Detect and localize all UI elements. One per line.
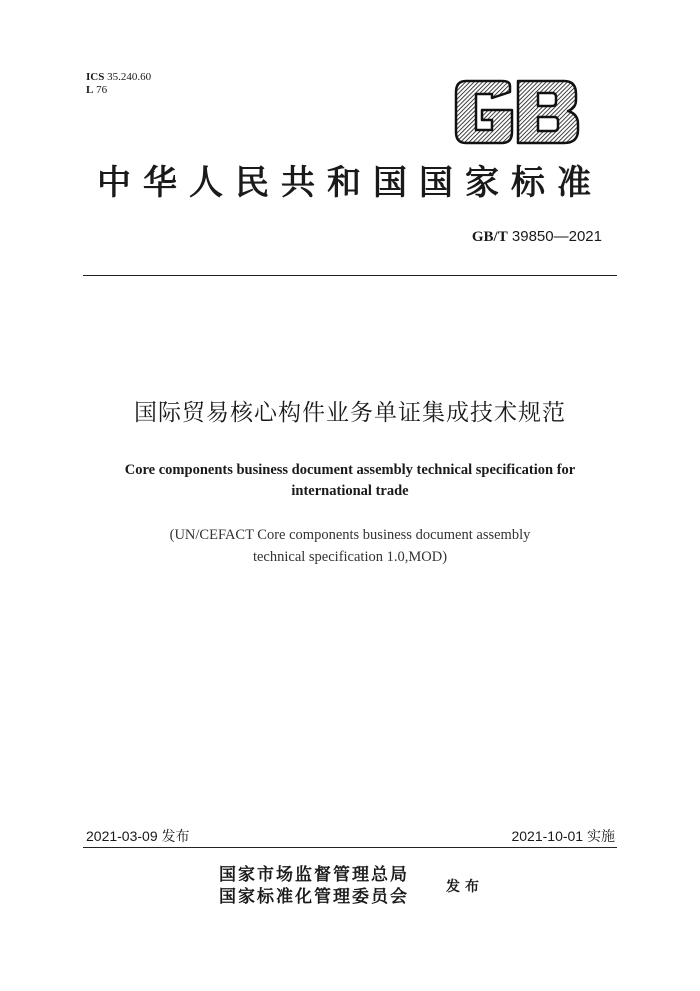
ics-code: 35.240.60 [107, 71, 152, 83]
ics-label: ICS [86, 71, 105, 83]
gb-logo [452, 78, 582, 146]
adoption-note-line1: (UN/CEFACT Core components business document assembly [169, 527, 531, 543]
title-en-line1: Core components business document assembly technical specification for [124, 462, 576, 478]
title-en-line2: international trade [291, 483, 409, 499]
standard-code: 39850—2021 [511, 228, 602, 245]
title-en [60, 460, 640, 502]
ccs-line [86, 84, 151, 97]
national-standard-heading: 中华人民共和国国家标准 [97, 163, 603, 203]
ics-ccs-codes [86, 71, 151, 97]
top-divider [83, 275, 617, 276]
ccs-code: 76 [96, 84, 108, 96]
issuing-authorities [219, 864, 409, 908]
adoption-note [60, 524, 640, 568]
standard-number [472, 227, 602, 247]
bottom-divider [83, 847, 617, 848]
standard-prefix: GB/T [471, 229, 508, 245]
title-zh: 国际贸易核心构件业务单证集成技术规范 [134, 400, 566, 426]
issuer-sac: 国家标准化管理委员会 [219, 887, 409, 907]
issue-label: 发布 [446, 879, 484, 895]
issuer-samr: 国家市场监督管理总局 [219, 865, 409, 885]
adoption-note-line2: technical specification 1.0,MOD) [252, 549, 448, 565]
issue-date: 2021-03-09 发布 [86, 828, 190, 844]
implement-date: 2021-10-01 实施 [511, 828, 615, 844]
ccs-label: L [86, 84, 94, 96]
ics-line [86, 71, 151, 84]
